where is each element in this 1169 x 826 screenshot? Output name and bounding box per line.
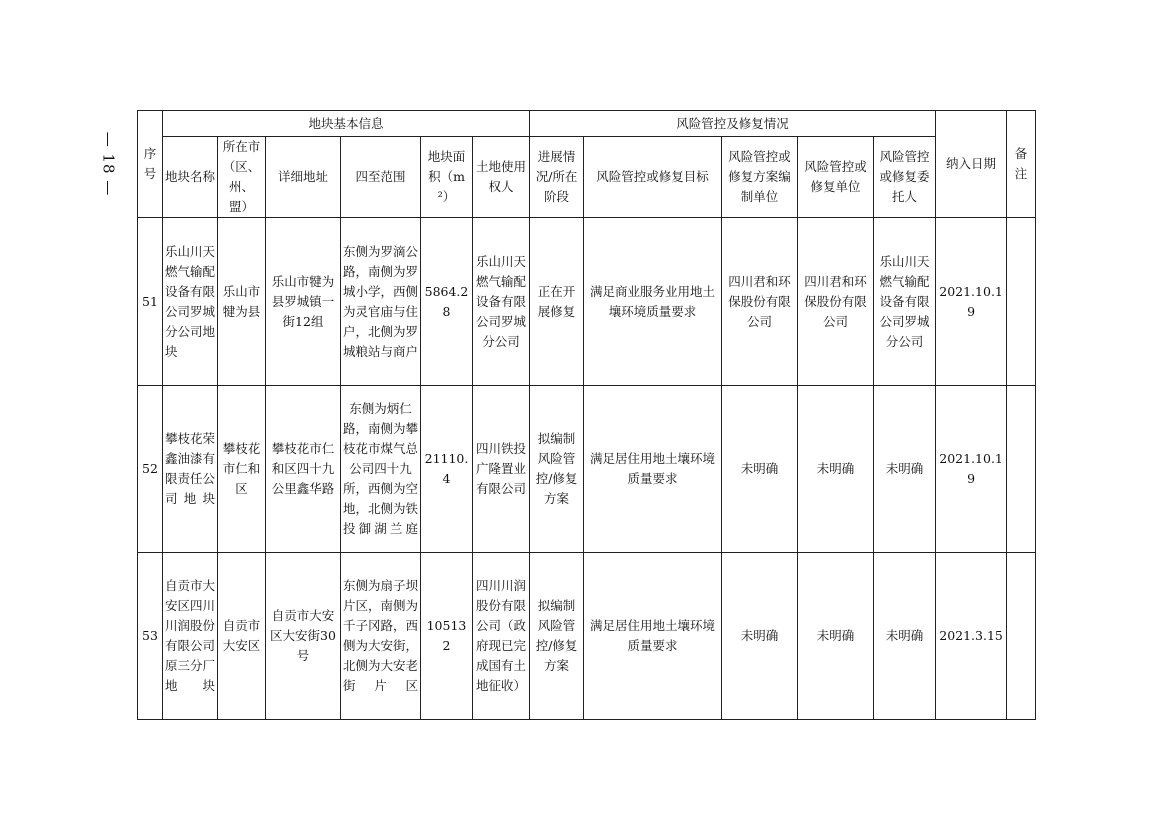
cell-boundary: 东侧为炳仁路，南侧为攀枝花市煤气总公司四十九所，西侧为空地，北侧为铁投御湖兰庭 <box>341 386 421 553</box>
cell-city: 攀枝花市仁和区 <box>218 386 266 553</box>
cell-exec-unit: 未明确 <box>798 386 874 553</box>
cell-target: 满足居住用地土壤环境质量要求 <box>584 386 722 553</box>
cell-name: 攀枝花荣鑫油漆有限责任公司地块 <box>163 386 218 553</box>
cell-date: 2021.10.19 <box>936 218 1007 386</box>
header-seq: 序号 <box>138 111 163 218</box>
cell-date: 2021.3.15 <box>936 553 1007 720</box>
cell-name: 自贡市大安区四川川润股份有限公司原三分厂地块 <box>163 553 218 720</box>
cell-address: 乐山市犍为县罗城镇一街12组 <box>266 218 341 386</box>
cell-boundary: 东侧为罗滴公路，南侧为罗城小学，西侧为灵官庙与住户，北侧为罗城粮站与商户 <box>341 218 421 386</box>
cell-date: 2021.10.19 <box>936 386 1007 553</box>
table-row <box>138 218 1036 386</box>
cell-seq: 52 <box>138 386 163 553</box>
table-row <box>138 386 1036 553</box>
cell-remark <box>1007 386 1036 553</box>
group-header-basic-info: 地块基本信息 <box>163 111 530 137</box>
header-plan-unit: 风险管控或修复方案编制单位 <box>722 137 798 218</box>
cell-plan-unit: 未明确 <box>722 386 798 553</box>
cell-name: 乐山川天燃气输配设备有限公司罗城分公司地块 <box>163 218 218 386</box>
cell-progress: 正在开展修复 <box>530 218 584 386</box>
header-progress: 进展情况/所在阶段 <box>530 137 584 218</box>
cell-remark <box>1007 218 1036 386</box>
table-row <box>138 553 1036 720</box>
header-area: 地块面积（m²） <box>421 137 473 218</box>
cell-plan-unit: 四川君和环保股份有限公司 <box>722 218 798 386</box>
header-client: 风险管控或修复委托人 <box>874 137 936 218</box>
header-target: 风险管控或修复目标 <box>584 137 722 218</box>
cell-land-user: 四川川润股份有限公司（政府现已完成国有土地征收） <box>473 553 530 720</box>
cell-exec-unit: 四川君和环保股份有限公司 <box>798 218 874 386</box>
cell-target: 满足商业服务业用地土壤环境质量要求 <box>584 218 722 386</box>
group-header-row <box>138 111 1036 137</box>
header-boundary: 四至范围 <box>341 137 421 218</box>
header-name: 地块名称 <box>163 137 218 218</box>
cell-client: 未明确 <box>874 386 936 553</box>
cell-area: 5864.28 <box>421 218 473 386</box>
page-number: — 18 — <box>99 131 117 197</box>
cell-exec-unit: 未明确 <box>798 553 874 720</box>
cell-city: 乐山市犍为县 <box>218 218 266 386</box>
cell-land-user: 四川铁投广隆置业有限公司 <box>473 386 530 553</box>
cell-address: 攀枝花市仁和区四十九公里鑫华路 <box>266 386 341 553</box>
cell-progress: 拟编制风险管控/修复方案 <box>530 386 584 553</box>
cell-client: 未明确 <box>874 553 936 720</box>
cell-land-user: 乐山川天燃气输配设备有限公司罗城分公司 <box>473 218 530 386</box>
cell-plan-unit: 未明确 <box>722 553 798 720</box>
header-remark: 备注 <box>1007 111 1036 218</box>
header-city: 所在市（区、州、盟） <box>218 137 266 218</box>
column-header-row <box>138 137 1036 218</box>
cell-address: 自贡市大安区大安街30号 <box>266 553 341 720</box>
header-date: 纳入日期 <box>936 111 1007 218</box>
cell-target: 满足居住用地土壤环境质量要求 <box>584 553 722 720</box>
contaminated-land-table <box>137 110 1036 720</box>
cell-boundary: 东侧为扇子坝片区，南侧为千子冈路，西侧为大安街，北侧为大安老街片区 <box>341 553 421 720</box>
cell-area: 105132 <box>421 553 473 720</box>
group-header-risk-control: 风险管控及修复情况 <box>530 111 936 137</box>
cell-seq: 53 <box>138 553 163 720</box>
header-address: 详细地址 <box>266 137 341 218</box>
cell-progress: 拟编制风险管控/修复方案 <box>530 553 584 720</box>
cell-client: 乐山川天燃气输配设备有限公司罗城分公司 <box>874 218 936 386</box>
cell-area: 21110.4 <box>421 386 473 553</box>
cell-remark <box>1007 553 1036 720</box>
cell-seq: 51 <box>138 218 163 386</box>
header-exec-unit: 风险管控或修复单位 <box>798 137 874 218</box>
header-land-user: 土地使用权人 <box>473 137 530 218</box>
cell-city: 自贡市大安区 <box>218 553 266 720</box>
